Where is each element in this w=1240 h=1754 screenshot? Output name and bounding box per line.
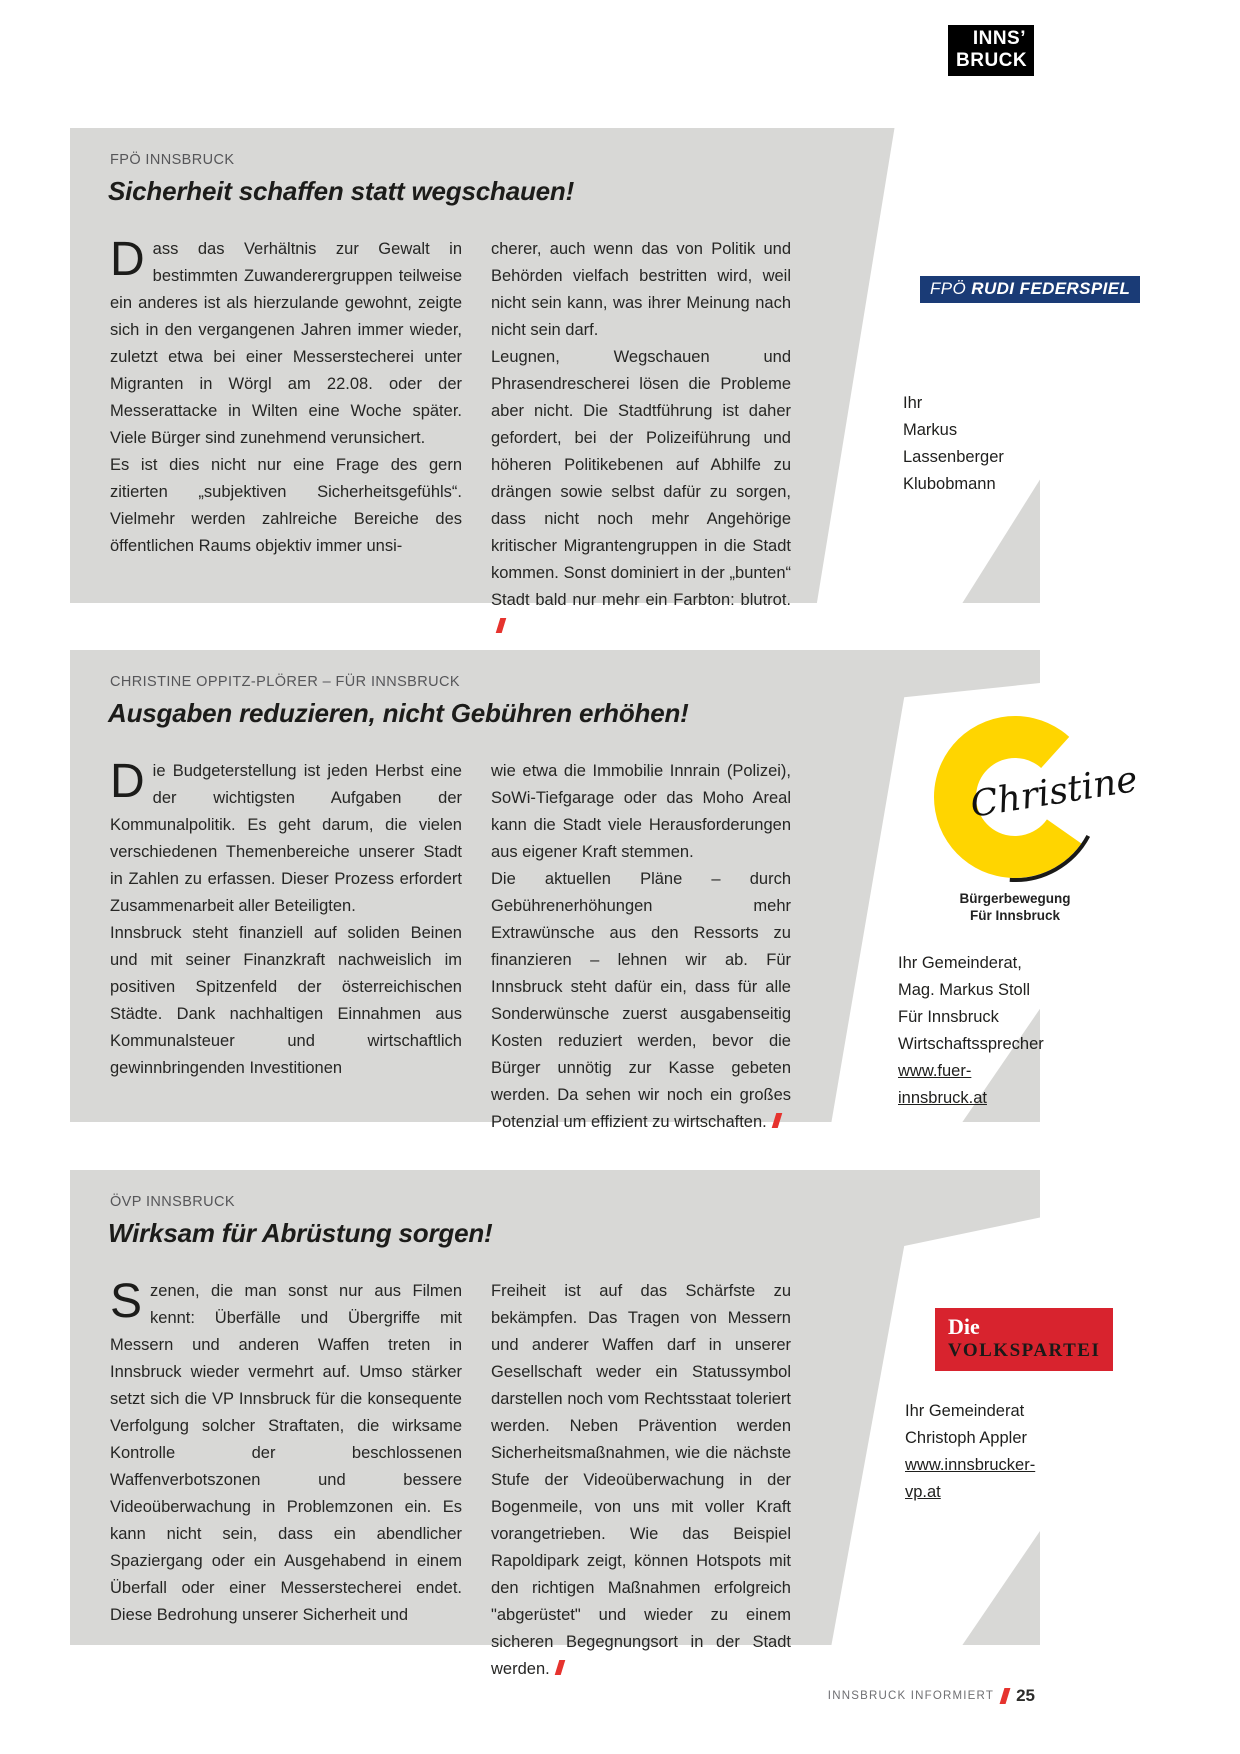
article-title: Ausgaben reduzieren, nicht Gebühren erhöhen!	[108, 698, 689, 728]
paragraph	[110, 1275, 462, 1629]
paragraph	[110, 233, 462, 452]
paragraph: Innsbruck steht finanziell auf soliden Beinen und mit seiner Finanzkraft nachweislich im positiven Spitzenfeld der österreichischen Städte. Dank nachhaltigen Einnahmen aus Kommunalsteuer und wirtschaftlich gewinnbringenden Investitionen	[110, 924, 462, 1077]
end-slash-icon	[554, 1660, 565, 1675]
article-kicker: FPÖ INNSBRUCK	[110, 152, 235, 168]
article-column-right	[491, 1278, 791, 1683]
footer-magazine-name: INNSBRUCK INFORMIERT	[827, 1690, 995, 1702]
christine-caption-line1: Bürgerbewegung	[959, 891, 1071, 906]
paragraph: wie etwa die Immobilie Innrain (Polizei), SoWi-Tiefgarage oder das Moho Areal kann die Stadt viele Herausforderungen aus eigener Kraft stemmen.	[491, 762, 791, 861]
oevp-website-link[interactable]: www.innsbrucker-vp.at	[905, 1456, 1036, 1501]
attribution-line: Ihr Gemeinderat	[905, 1402, 1025, 1420]
paragraph: Es ist dies nicht nur eine Frage des gern zitierten „subjektiven Sicherheitsgefühls“. Vielmehr werden zahlreiche Bereiche des öffentlichen Raums objektiv immer unsi-	[110, 456, 462, 555]
paragraph-text: Freiheit ist auf das Schärfste zu bekämpfen. Das Tragen von Messern und anderer Waffen darf in unserer Gesellschaft weder ein Statussymbol darstellen noch vom Rechtsstaat toleriert werden. Neben Prävention werden Sicherheitsmaßnahmen, wie die nächste Stufe der Videoüberwachung in der Bogenmeile, von uns mit voller Kraft vorangetrieben. Wie das Beispiel Rapoldipark zeigt, können Hotspots mit den richtigen Maßnahmen erfolgreich "abgerüstet" und wieder zu einem sicheren Begegnungsort in der Stadt werden.	[491, 1282, 791, 1678]
paragraph-text: ie Budgeterstellung ist jeden Herbst eine der wichtigsten Aufgaben der Kommunalpolitik. Es geht darum, die vielen verschiedenen Themenbereiche unserer Stadt in Zahlen zu erfassen. Dieser Prozess erfordert Zusammenarbeit aller Beteiligten.	[110, 762, 462, 915]
christine-script-text: Christine	[967, 758, 1141, 826]
article-fpo	[70, 128, 1131, 609]
article-column-left	[110, 1275, 462, 1629]
article-kicker: ÖVP INNSBRUCK	[110, 1194, 235, 1210]
article-title: Sicherheit schaffen statt wegschauen!	[108, 176, 575, 206]
paragraph-text: Die aktuellen Pläne – durch Gebührenerhöhungen mehr Extrawünsche aus den Ressorts zu finanzieren – lehnen wir ab. Für Innsbruck steht dafür ein, dass für alle Sonderwünsche zuerst ausgabenseitig Kosten reduziert werden, bevor die Bürger unnötig zur Kasse gebeten werden. Da sehen wir noch ein großes Potenzial um effizient zu wirtschaften.	[491, 870, 791, 1131]
end-slash-icon	[496, 618, 507, 633]
red-slash-icon	[1000, 1688, 1011, 1704]
innsbruck-logo-line1: INNS’	[972, 28, 1026, 49]
article-fuer-innsbruck	[70, 650, 1141, 1131]
article-column-left	[110, 233, 462, 560]
attribution-line: Ihr	[903, 394, 923, 412]
end-slash-icon	[771, 1113, 782, 1128]
article-column-right	[491, 758, 791, 1136]
fuer-innsbruck-website-link[interactable]: www.fuer-innsbruck.at	[898, 1062, 987, 1107]
drop-cap: D	[110, 755, 145, 808]
christine-c-icon	[930, 712, 1150, 887]
fpo-federspiel-badge	[920, 276, 1140, 303]
paragraph	[491, 866, 791, 1136]
volkspartei-badge-line2: VOLKSPARTEI	[948, 1340, 1101, 1361]
fpo-badge-name: RUDI FEDERSPIEL	[971, 279, 1131, 298]
paragraph: cherer, auch wenn das von Politik und Behörden vielfach bestritten wird, weil nicht sein kann, was ihrer Meinung nach nicht sein darf.	[491, 240, 791, 339]
attribution-line: Mag. Markus Stoll	[898, 981, 1031, 999]
volkspartei-badge	[935, 1308, 1113, 1371]
attribution-line: Klubobmann	[903, 475, 996, 493]
article-column-left	[110, 755, 462, 1082]
article-oevp	[70, 1170, 1101, 1678]
drop-cap: S	[110, 1275, 143, 1328]
article-column-right	[491, 236, 791, 641]
paragraph-text: zenen, die man sonst nur aus Filmen kennt: Überfälle und Übergriffe mit Messern und anderen Waffen treten in Innsbruck wieder vermehrt auf. Umso stärker setzt sich die VP Innsbruck für die konsequente Verfolgung solcher Straftaten, die wirksame Kontrolle der beschlossenen Waffenverbotszonen und bessere Videoüberwachung in Problemzonen ein. Es kann nicht sein, dass ein abendlicher Spaziergang oder ein Ausgehabend in einem Überfall oder einer Messerstecherei endet. Diese Bedrohung unserer Sicherheit und	[110, 1282, 462, 1624]
attribution-line: Ihr Gemeinderat,	[898, 954, 1022, 972]
article-kicker: CHRISTINE OPPITZ-PLÖRER – FÜR INNSBRUCK	[110, 674, 460, 690]
attribution-line: Markus Lassenberger	[903, 421, 1004, 466]
paragraph-text: Leugnen, Wegschauen und Phrasendrescherei lösen die Probleme aber nicht. Die Stadtführung ist daher gefordert, bei der Polizeiführung und höheren Politikebenen auf Abhilfe zu drängen sowie selbst dafür zu sorgen, dass nicht noch mehr Angehörige kritischer Migrantengruppen in die Stadt kommen. Sonst dominiert in der „bunten“ Stadt bald nur mehr ein Farbton: blutrot.	[491, 348, 791, 609]
article-title: Wirksam für Abrüstung sorgen!	[108, 1218, 493, 1248]
innsbruck-logo-line2: BRUCK	[956, 50, 1028, 71]
christine-caption	[915, 890, 1115, 924]
christine-caption-line2: Für Innsbruck	[969, 908, 1060, 923]
attribution-fuer-innsbruck	[898, 950, 1044, 1112]
page-footer	[70, 1686, 1035, 1706]
paragraph	[491, 1278, 791, 1683]
attribution-line: Wirtschaftssprecher	[898, 1035, 1044, 1053]
paragraph	[491, 344, 791, 641]
attribution-line: Für Innsbruck	[898, 1008, 999, 1026]
innsbruck-logo	[948, 25, 1034, 76]
paragraph	[110, 755, 462, 920]
paragraph-text: ass das Verhältnis zur Gewalt in bestimmten Zuwanderergruppen teilweise ein anderes ist als hierzulande gewohnt, zeigte sich in den vergangenen Jahren immer wieder, zuletzt etwa bei einer Messerstecherei unter Migranten in Wörgl am 22.08. oder der Messerattacke in Wilten eine Woche später. Viele Bürger sind zunehmend verunsichert.	[110, 240, 462, 447]
volkspartei-badge-line1: Die	[948, 1314, 980, 1339]
page-number: 25	[1016, 1686, 1035, 1705]
attribution-oevp	[905, 1398, 1040, 1506]
attribution-line: Christoph Appler	[905, 1429, 1027, 1447]
attribution-fpo	[903, 390, 1040, 498]
christine-logo	[930, 712, 1150, 887]
drop-cap: D	[110, 233, 145, 286]
fpo-badge-prefix: FPÖ	[930, 279, 967, 298]
